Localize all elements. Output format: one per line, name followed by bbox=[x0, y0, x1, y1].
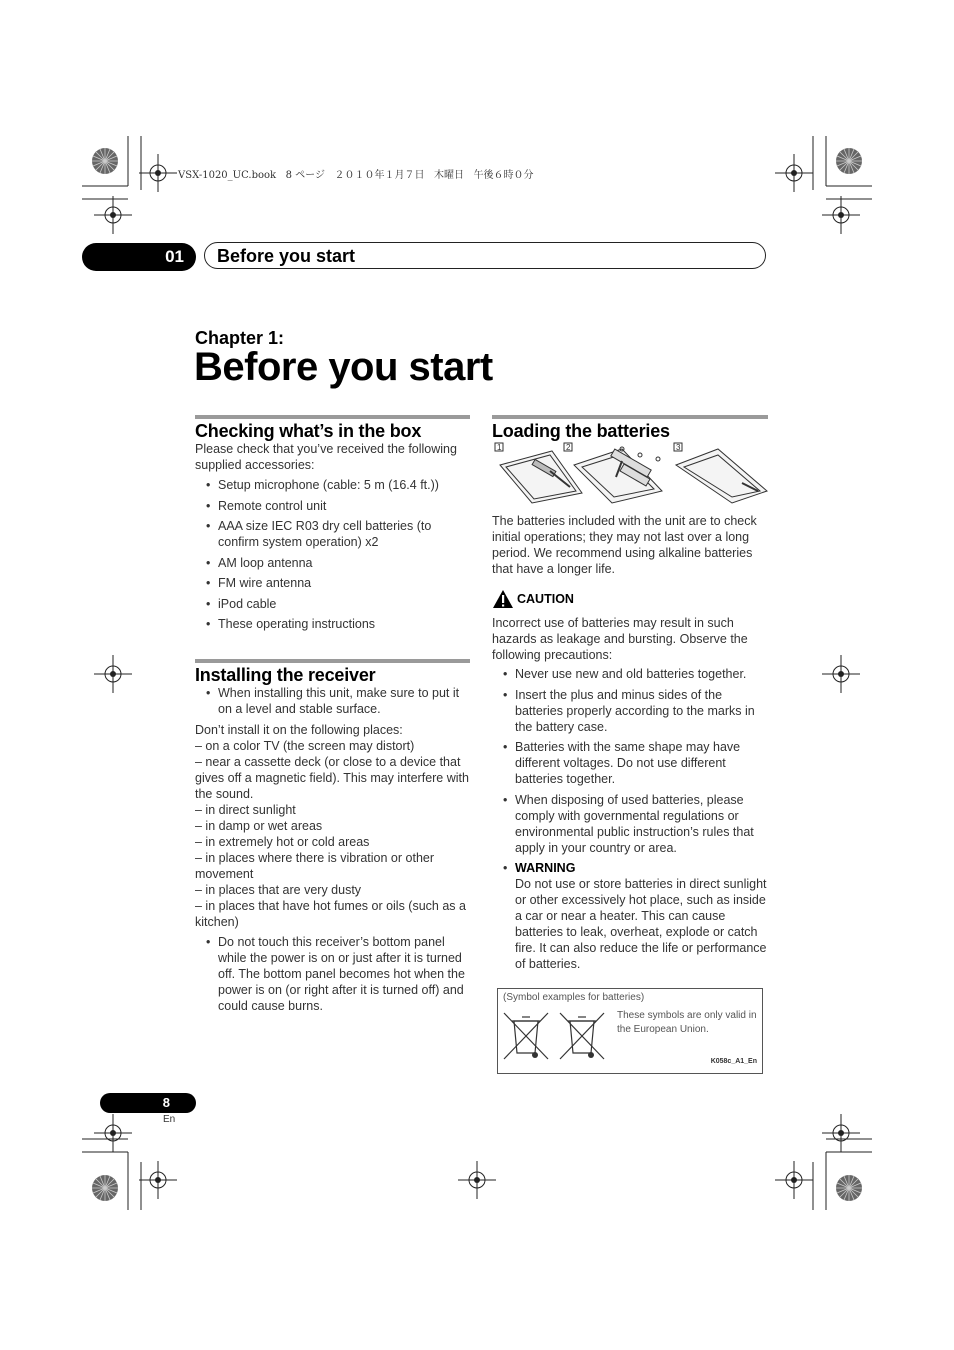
accessory-list bbox=[195, 477, 470, 632]
battery-symbol-box bbox=[497, 988, 763, 1074]
list-item: • FM wire antenna bbox=[195, 575, 470, 591]
caution-label: CAUTION bbox=[517, 592, 574, 606]
registration-target-icon bbox=[94, 655, 132, 693]
symbol-caption: (Symbol examples for batteries) bbox=[503, 992, 645, 1003]
install-bullets-2 bbox=[195, 934, 470, 1014]
registration-target-icon bbox=[822, 655, 860, 693]
install-section bbox=[195, 659, 470, 1018]
color-star-target-icon bbox=[90, 1173, 120, 1203]
symbol-code: K058c_A1_En bbox=[710, 1058, 757, 1065]
install-bullets bbox=[195, 685, 470, 717]
place-item: – in damp or wet areas bbox=[195, 818, 323, 833]
color-star-target-icon bbox=[834, 146, 864, 176]
warning-triangle-icon bbox=[492, 589, 514, 609]
warning-text: Do not use or store batteries in direct sunlight or other excessively hot place, such as inside a car or near a heater. This can cause batteries to leak, overheat, explode or catch fire. It can also reduce the life or performance of batteries. bbox=[515, 877, 767, 971]
list-item: • AAA size IEC R03 dry cell batteries (to confirm system operation) x2 bbox=[195, 518, 470, 550]
registration-target-icon bbox=[458, 1161, 496, 1199]
place-item: – on a color TV (the screen may distort) bbox=[195, 738, 415, 753]
registration-target-icon bbox=[775, 1161, 813, 1199]
registration-target-icon bbox=[139, 154, 177, 192]
list-item: • AM loop antenna bbox=[195, 555, 470, 571]
list-item: • Insert the plus and minus sides of the batteries properly according to the marks in the battery case. bbox=[492, 687, 768, 735]
color-star-target-icon bbox=[834, 1173, 864, 1203]
caution-heading bbox=[492, 589, 768, 609]
list-item: • Batteries with the same shape may have different voltages. Do not use different batteries together. bbox=[492, 739, 768, 787]
battery-loading-illustration bbox=[492, 441, 768, 509]
section-rule bbox=[195, 659, 470, 663]
place-item: – in places where there is vibration or other movement bbox=[195, 850, 435, 881]
warning-item bbox=[492, 860, 768, 972]
caution-intro: Incorrect use of batteries may result in such hazards as leakage and bursting. Observe the following precautions: bbox=[492, 616, 748, 662]
crossed-bin-chemical-icon bbox=[558, 1011, 606, 1061]
symbol-note: These symbols are only valid in the European Union. bbox=[617, 1010, 757, 1035]
step-label: 2 bbox=[566, 443, 571, 452]
registration-target-icon bbox=[822, 196, 860, 234]
box-section-heading: Checking what’s in the box bbox=[195, 421, 422, 441]
place-item: – in places that have hot fumes or oils (such as a kitchen) bbox=[195, 898, 466, 929]
list-item: • When disposing of used batteries, please comply with governmental regulations or environmental public instruction’s rules that apply in your country or area. bbox=[492, 792, 768, 856]
list-item: • When installing this unit, make sure to put it on a level and stable surface. bbox=[195, 685, 470, 717]
battery-intro: The batteries included with the unit are to check initial operations; they may not last over a long period. We recommend using alkaline batteries that have a longer life. bbox=[492, 514, 757, 576]
list-item: • Remote control unit bbox=[195, 498, 470, 514]
list-item: • iPod cable bbox=[195, 596, 470, 612]
registration-target-icon bbox=[94, 196, 132, 234]
place-item: – in extremely hot or cold areas bbox=[195, 834, 370, 849]
step-label: 3 bbox=[676, 443, 681, 452]
place-item: – in direct sunlight bbox=[195, 802, 296, 817]
chapter-header-title: Before you start bbox=[204, 242, 766, 269]
list-item: • Do not touch this receiver’s bottom panel while the power is on or just after it is turned off. The bottom panel becomes hot when the power is on (or right after it is turned off) and could cause burns. bbox=[195, 934, 470, 1014]
chapter-number-badge: 01 bbox=[82, 243, 196, 271]
registration-target-icon bbox=[139, 1161, 177, 1199]
page-title: Before you start bbox=[194, 345, 493, 389]
battery-section bbox=[492, 415, 768, 977]
list-item: • These operating instructions bbox=[195, 616, 470, 632]
crossed-bin-icon bbox=[502, 1011, 550, 1061]
registration-target-icon bbox=[94, 1114, 132, 1152]
box-intro: Please check that you’ve received the following supplied accessories: bbox=[195, 442, 457, 472]
install-section-heading: Installing the receiver bbox=[195, 665, 376, 685]
section-rule bbox=[492, 415, 768, 419]
left-column bbox=[195, 415, 470, 637]
page-language: En bbox=[163, 1114, 176, 1125]
step-label: 1 bbox=[497, 443, 502, 452]
place-item: – near a cassette deck (or close to a device that gives off a magnetic field). This may interfere with the sound. bbox=[195, 754, 469, 801]
page-number: 8 bbox=[100, 1093, 196, 1113]
list-item: • Setup microphone (cable: 5 m (16.4 ft.)) bbox=[195, 477, 470, 493]
place-item: – in places that are very dusty bbox=[195, 882, 362, 897]
precaution-list bbox=[492, 666, 768, 972]
color-star-target-icon bbox=[90, 146, 120, 176]
section-rule bbox=[195, 415, 470, 419]
chapter-label: Chapter 1: bbox=[195, 328, 285, 348]
registration-target-icon bbox=[822, 1114, 860, 1152]
print-header: VSX-1020_UC.book 8 ページ ２０１０年１月７日 木曜日 午後６時０分 bbox=[178, 170, 534, 181]
battery-section-heading: Loading the batteries bbox=[492, 421, 670, 441]
dont-install-intro: Don’t install it on the following places: bbox=[195, 722, 403, 737]
registration-target-icon bbox=[775, 154, 813, 192]
list-item: • Never use new and old batteries together. bbox=[492, 666, 768, 682]
warning-label: • WARNING bbox=[515, 861, 576, 875]
